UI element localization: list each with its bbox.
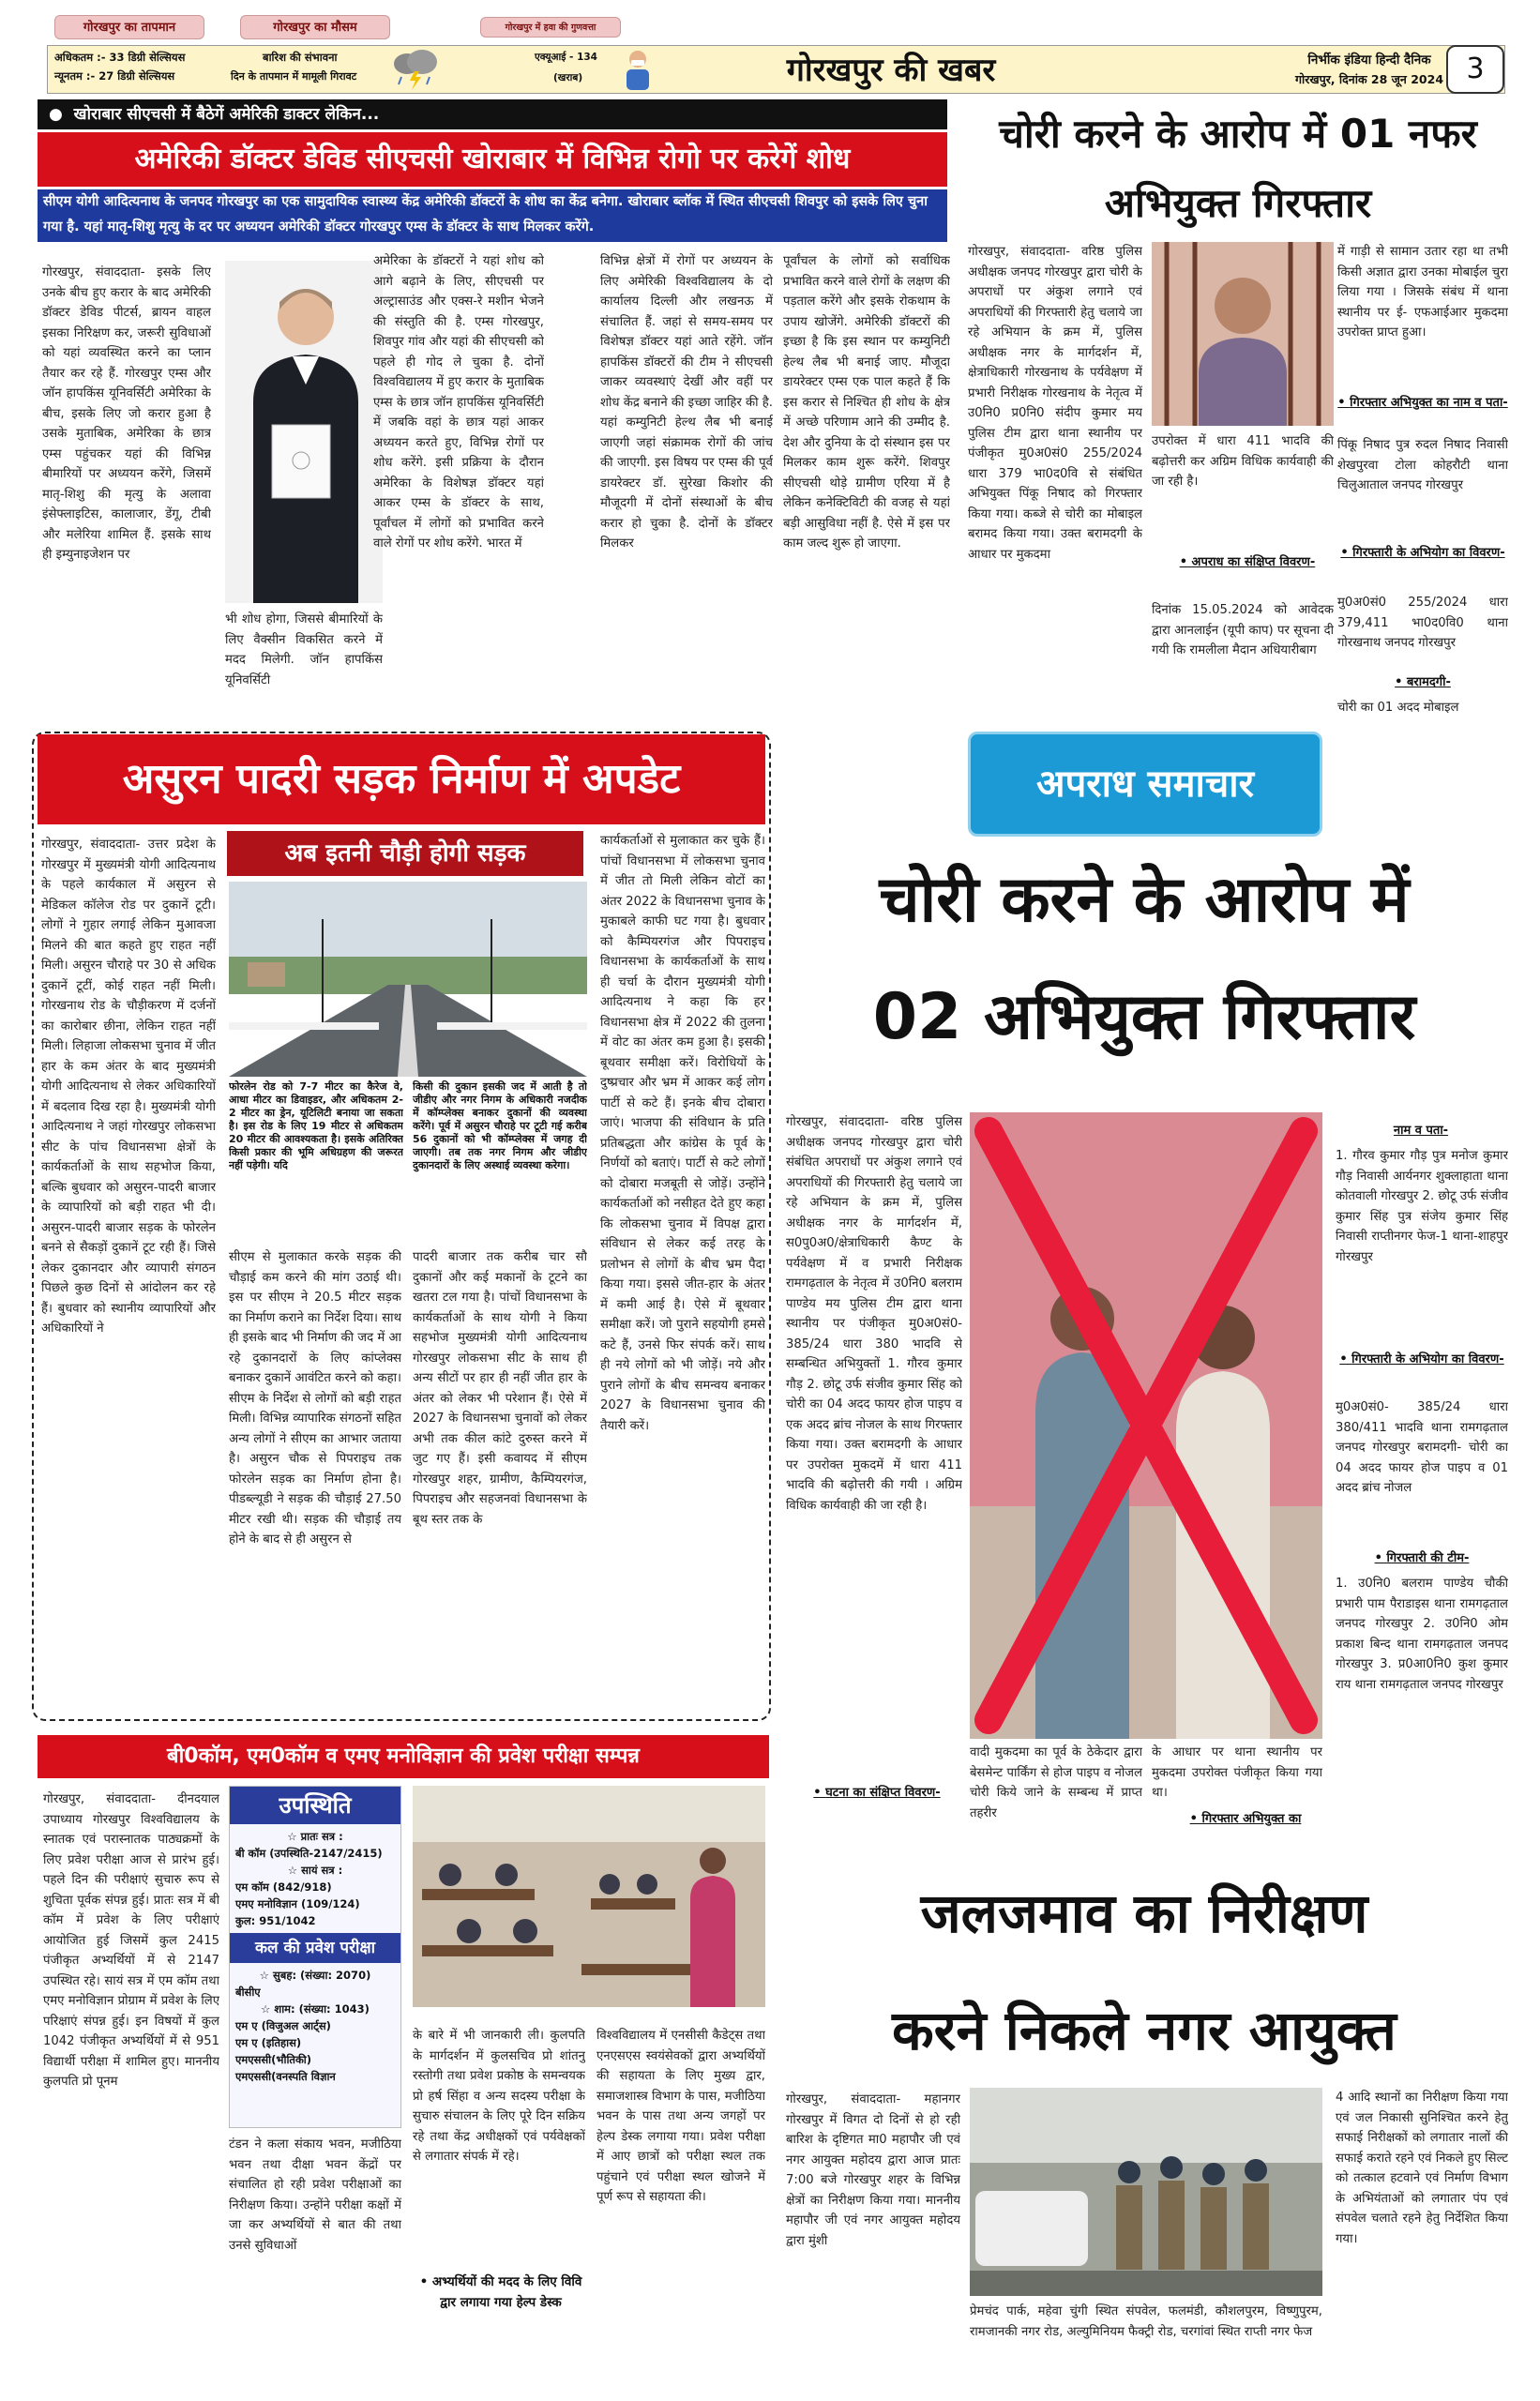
story1-col1: गोरखपुर, संवाददाता- इसके लिए उनके बीच हुए करार के बाद अमेरिकी डॉक्टर डेविड पीटर्स, ब्रायन वाहल इसका निरिक्षण कर, जरूरी सुविधाओं को यहां व्यवस्थित करने का प्लान तैयार कर रहे हैं. गोरखपुर एम्स और जॉन हापकिंस यूनिवर्सिटी अमेरिका के बीच, इसके लिए जो करार हुआ है उसके मुताबिक, अमेरिका के छात्र एम्स पहुंचकर यहां की विभिन्न बीमारियों पर अध्ययन करेंगे, जिसमें मातृ-शिशु की मृत्यु के अलावा इंसेफ्लाइटिस, कालाजार, डेंगू, टीबी और मलेरिया शामिल हैं. इसके साथ ही इम्युनाइजेशन पर	[42, 265, 211, 562]
story1-col4: विभिन्न क्षेत्रों में रोगों पर अध्ययन के लिए अमेरिकी विश्वविद्यालय के दो कार्यालय दिल्ली और लखनऊ में संचालित हैं. जहां से समय-समय पर विशेषज्ञ डॉक्टर यहां आते रहेंगे. जॉन हापकिंस डॉक्टरों की टीम ने सीएचसी जाकर व्यवस्थाएं देखीं और वहीं पर शोध केंद्र बनाने की इच्छा जाहिर की है. यहां कम्युनिटी हेल्थ लैब भी बनाई जाएगी जहां संक्रामक रोगों की जांच की जाएगी. इस विषय पर एम्स की पूर्व डायरेक्टर डॉ. सुरेखा किशोर की मौजूदगी में दोनों संस्थाओं के बीच करार हो चुका है. दोनों के डॉक्टर मिलकर	[600, 254, 773, 551]
attendance-evening-v2: एमए मनोविज्ञान (109/124)	[235, 1897, 360, 1910]
story2-sub1: • अपराध का संक्षिप्त विवरण-	[1163, 553, 1332, 572]
story6-headline-line1: जलजमाव का निरीक्षण	[920, 1881, 1368, 1945]
story2-col2: उपरोक्त में धारा 411 भादवि की बढ़ोत्तरी कर अग्रिम विधिक कार्यवाही की जा रही है।	[1152, 434, 1334, 489]
story4-headline-line1: चोरी करने के आरोप में	[879, 863, 1410, 937]
attendance-title: उपस्थिति	[230, 1787, 400, 1824]
attendance-evening-v1: एम कॉम (842/918)	[235, 1880, 332, 1894]
story2-photo-accused	[1152, 242, 1334, 426]
story6-photo-inspection	[970, 2088, 1322, 2296]
attendance-evening-v3: कुल: 951/1042	[235, 1914, 316, 1927]
story4-sub-name: नाम व पता-	[1393, 1124, 1449, 1138]
person-mask-icon	[623, 49, 653, 92]
story4-photo-accused	[970, 1112, 1322, 1739]
story4-under-photo-left: वादी मुकदमा का पूर्व के ठेकेदार द्वारा बेसमेन्ट पार्किंग से होज पाइप व नोजल चोरी किये जाने के सम्बन्ध में प्राप्त तहरीर	[970, 1745, 1142, 1820]
story1-kicker	[38, 99, 947, 129]
aqi-status: (खराब)	[553, 72, 583, 83]
story4-sub-team: • गिरफ्तारी की टीम-	[1336, 1549, 1508, 1568]
story5-attendance-box	[229, 1786, 401, 2128]
crime-banner	[968, 732, 1322, 837]
story2-sub4: • बरामदगी-	[1337, 673, 1508, 692]
min-temp: न्यूनतम :- 27 डिग्री सेल्सियस	[54, 69, 175, 83]
dateline: गोरखपुर, दिनांक 28 जून 2024	[1294, 72, 1444, 86]
story1-kicker-text: खोराबार सीएचसी में बैठेगें अमेरिकी डाक्टर लेकिन...	[73, 105, 380, 124]
max-temp: अधिकतम :- 33 डिग्री सेल्सियस	[54, 51, 186, 64]
story6-headline-line2: करने निकले नगर आयुक्त	[892, 1999, 1397, 2062]
story4-sub-charge: • गिरफ्तारी के अभियोग का विवरण-	[1336, 1351, 1508, 1369]
tomorrow-morning: ☆ सुबह: (संख्या: 2070)	[259, 1969, 371, 1982]
story1-headline: अमेरिकी डॉक्टर डेविड सीएचसी खोराबार में विभिन्न रोगो पर करेगें शोध	[38, 132, 947, 187]
tomorrow-evening-v2: एम ए (इतिहास)	[235, 2036, 302, 2049]
weather-line2: दिन के तापमान में मामूली गिरावट	[231, 70, 357, 83]
aqi-label: गोरखपुर में हवा की गुणवत्ता	[480, 17, 621, 38]
story4-sub-arrested: • गिरफ्तार अभियुक्त का	[1161, 1810, 1330, 1829]
tomorrow-evening-v3: एमएससी(भौतिकी)	[235, 2053, 312, 2066]
bullet-icon: ●	[49, 105, 74, 124]
story3-caption2: किसी की दुकान इसकी जद में आती है तो जीडीए और नगर निगम के अधिकारी नजदीक में कॉम्प्लेक्स बनाकर दुकानों की व्यवस्था करेंगे। पूर्व में असुरन चौराहे पर टूटी गई करीब 56 दुकानों को भी कॉम्प्लेक्स में जगह दी जाएगी। तब तक नगर निगम और जीडीए दुकानदारों के लिए अस्थाई व्यवस्था करेगा।	[413, 1080, 587, 1171]
story4-under-photo-right: के आधार पर थाना स्थानीय पर मुकदमा उपरोक्त पंजीकृत किया गया था।	[1152, 1745, 1322, 1800]
story2-sub3: • गिरफ्तारी के अभियोग का विवरण-	[1337, 544, 1508, 563]
story2-sub2: • गिरफ्तार अभियुक्त का नाम व पता-	[1337, 394, 1508, 413]
story5-col1: गोरखपुर, संवाददाता- दीनदयाल उपाध्याय गोरखपुर विश्वविद्यालय के स्नातक एवं परास्नातक पाठ्यक्रमों के लिए प्रवेश परीक्षा आज से प्रारंभ हुई। पहले दिन की परीक्षाएं सुचारु रूप से शुचिता पूर्वक संपन्न हुई। प्रातः सत्र में बी कॉम में प्रवेश के लिए परीक्षाएं आयोजित हुई जिसमें कुल 2415 पंजीकृत अभ्यर्थियों में से 2147 उपस्थित रहे। सायं सत्र में एम कॉम तथा एमए मनोविज्ञान प्रोग्राम में प्रवेश के लिए परिक्षाएं संपन्न हुई। इन विषयों में कुल 1042 पंजीकृत अभ्यर्थियों में से 951 विद्यार्थी परीक्षा में शामिल हुए। माननीय कुलपति प्रो पूनम	[43, 1792, 219, 2089]
rain-cloud-icon	[386, 47, 445, 92]
story1-photo-doctor	[225, 261, 383, 603]
story6-under-photo: प्रेमचंद पार्क, महेवा चुंगी स्थित संपवेल, फलमंडी, कौशलपुरम, विष्णुपुरम, रामजानकी नगर रोड, अल्युमिनियम फैक्ट्री रोड, चरगांवां स्थित राप्ती नगर फेज	[970, 2304, 1322, 2339]
story3-caption1: फोरलेन रोड को 7-7 मीटर का कैरेज वे, आधा मीटर का डिवाइडर, और अधिकतम 2-2 मीटर का ड्रेन, यूटिलिटी बनाया जा सकता है। इस रोड के लिए 19 मीटर से अधिकतम 20 मीटर की आवश्यकता है। इसके अतिरिक्त किसी प्रकार की भूमि अधिग्रहण की जरूरत नहीं पड़ेगी। यदि	[229, 1080, 403, 1171]
story1-col3: अमेरिका के डॉक्टरों ने यहां शोध को आगे बढ़ाने के लिए, सीएचसी पर अल्ट्रासाउंड और एक्स-रे मशीन भेजने की संस्तुति की है. एम्स गोरखपुर, शिवपुर गांव और यहां की सीएचसी को पहले ही गोद ले चुका है. दोनों विश्वविद्यालय में हुए करार के मुताबिक एम्स के छात्र जॉन हापकिंस यूनिवर्सिटी में जबकि वहां के छात्र यहां आकर अध्ययन करते हुए, विभिन्न रोगों पर शोध करेंगे. इसी प्रक्रिया के दौरान अमेरिका के विशेषज्ञ डॉक्टर यहां आकर एम्स के डॉक्टर के साथ, पूर्वांचल में लोगों को प्रभावित करने वाले रोगों पर शोध करेंगे. भारत में	[373, 254, 544, 551]
attendance-evening: ☆ सायं सत्र :	[287, 1864, 343, 1877]
story2-col3b: पिंकू निषाद पुत्र रुदल निषाद निवासी शेखपुरवा टोला कोहरौटी थाना चिलुआताल जनपद गोरखपुर	[1337, 438, 1508, 492]
story2-col3d: चोरी का 01 अदद मोबाइल	[1337, 701, 1459, 715]
tomorrow-evening-v4: एमएससी(वनस्पति विज्ञान	[235, 2070, 336, 2083]
story4-headline-line2: 02 अभियुक्त गिरफ्तार	[872, 980, 1416, 1054]
tomorrow-evening-v1: एम ए (विजुअल आर्ट्स)	[235, 2019, 331, 2032]
story5-col4: के बारे में भी जानकारी ली। कुलपति के मार्गदर्शन में कुलसचिव प्रो शांतनु रस्तोगी तथा प्रवेश प्रकोष्ठ के समन्वयक प्रो हर्ष सिंहा व अन्य सदस्य परीक्षा के सुचारु संचालन के लिए पूरे दिन सक्रिय रहे तथा केंद्र अधीक्षकों एवं पर्यवेक्षकों से लगातार संपर्क में रहे।	[413, 2029, 585, 2164]
story5-photo-exam	[413, 1786, 765, 2007]
crime-banner-text: अपराध समाचार	[1036, 763, 1254, 806]
temp-label: गोरखपुर का तापमान	[54, 15, 204, 39]
story2-headline: चोरी करने के आरोप में 01 नफर अभियुक्त गिरफ्तार	[999, 111, 1477, 226]
story3-headline: असुरन पादरी सड़क निर्माण में अपडेट	[38, 734, 765, 824]
weather-line1: बारिश की संभावना	[263, 51, 338, 64]
page-number: 3	[1446, 45, 1504, 94]
story6-col3: 4 आदि स्थानों का निरीक्षण किया गया एवं जल निकासी सुनिश्चित करने हेतु सफाई निरीक्षकों को लगातार नालों की सफाई कराते रहने एवं निकले हुए सिल्ट को तत्काल हटवाने एवं निर्माण विभाग के अभियंताओं को लगातार पंप एवं संपवेल चलाते रहने हेतु निर्देशित किया गया।	[1336, 2091, 1508, 2246]
story3-photo-road	[229, 882, 587, 1077]
tomorrow-evening: ☆ शाम: (संख्या: 1043)	[261, 2002, 370, 2016]
section-title: गोरखपुर की खबर	[786, 52, 996, 89]
story3-col4: कार्यकर्ताओं से मुलाकात कर चुके हैं। पांचों विधानसभा में लोकसभा चुनाव में जीत तो मिली लेकिन वोटों का अंतर 2022 के विधानसभा चुनाव के मुकाबले काफी घट गया है। बुधवार को कैम्पियरगंज और पिपराइच विधानसभा के कार्यकर्ताओं के साथ ही चर्चा के दौरान मुख्यमंत्री योगी आदित्यनाथ ने कहा कि हर विधानसभा क्षेत्र में 2022 की तुलना में वोट का अंतर कम हुआ है। इसकी बूथवार समीक्षा करें। विरोधियों के दुष्प्रचार और भ्रम में आकर कई लोग पार्टी से कटे हैं। इनके बीच दोबारा जाएं। भाजपा की संविधान के प्रति प्रतिबद्धता और कांग्रेस के पूर्व के निर्णयों को बताएं। पार्टी से कटे लोगों को दोबारा मजबूती से जोड़ें। उन्होंने कार्यकर्ताओं को नसीहत देते हुए कहा कि लोकसभा चुनाव में विपक्ष द्वारा संविधान से लेकर कई तरह के प्रलोभन से लोगों के बीच भ्रम पैदा किया गया। इससे जीत-हार के अंतर में कमी आई है। ऐसे में बूथवार समीक्षा करें। जो पुराने सहयोगी हमसे कटे हैं, उनसे फिर संपर्क करें। साथ ही नये लोगों को भी जोड़ें। नये और पुराने लोगों के बीच समन्वय बनाकर 2027 के विधानसभा चुनाव की तैयारी करें।	[600, 834, 765, 1433]
story3-col1: गोरखपुर, संवाददाता- उत्तर प्रदेश के गोरखपुर में मुख्यमंत्री योगी आदित्यनाथ के पहले कार्यकाल में असुरन से मेडिकल कॉलेज रोड पर दुकानें टूटी। लोगों ने गुहार लगाई लेकिन मुआवजा मिलने की बात कहते हुए राहत नहीं मिली। असुरन चौराहे पर 30 से अधिक दुकानें टूटीं, कोई राहत नहीं मिली। गोरखनाथ रोड के चौड़ीकरण में दर्जनों का कारोबार छीना, लेकिन राहत नहीं मिली। लिहाजा लोकसभा चुनाव में जीत हार के कम अंतर के बाद मुख्यमंत्री योगी आदित्यनाथ से लेकर अधिकारियों में बदलाव दिख रहा है। मुख्यमंत्री योगी आदित्यनाथ ने जहां गोरखपुर लोकसभा सीट के पांच विधानसभा क्षेत्रों के कार्यकर्ताओं के साथ सहभोज किया, बल्कि बुधवार को असुरन-पादरी बाजार के व्यापारियों को बड़ी राहत भी दी। असुरन-पादरी बाजार सड़क के फोरलेन बनने से सैकड़ों दुकानें टूट रही हैं। जिसे लेकर दुकानदार और व्यापारी संगठन पिछले कुछ दिनों से आंदोलन कर रहे हैं। बुधवार को स्थानीय व्यापारियों और अधिकारियों ने	[41, 838, 216, 1336]
tomorrow-morning-value: बीसीए	[235, 1986, 261, 1999]
aqi-value: एक्यूआई - 134	[535, 52, 597, 63]
attendance-morning: ☆ प्रातः सत्र :	[287, 1830, 343, 1843]
attendance-morning-value: बी कॉम (उपस्थिति-2147/2415)	[235, 1847, 383, 1860]
story4-charge: मु0अ0सं0- 385/24 धारा 380/411 भादवि थाना रामगढ़ताल जनपद गोरखपुर बरामदगी- चोरी का 04 अदद फायर होज पाइप व 01 अदद ब्रांच नोजल	[1336, 1400, 1508, 1495]
story5-sub-help: • अभ्यर्थियों की मदद के लिए विवि द्वार लगाया गया हेल्प डेस्क	[418, 2272, 583, 2313]
story4-accused: 1. गौरव कुमार गौड़ पुत्र मनोज कुमार गौड़ निवासी आर्यनगर शुक्लाहाता थाना कोतवाली गोरखपुर 2. छोटू उर्फ संजीव कुमार सिंह पुत्र संजेय कुमार सिंह निवासी राप्तीनगर फेज-1 थाना-शाहपुर गोरखपुर	[1336, 1149, 1508, 1264]
tomorrow-title: कल की प्रवेश परीक्षा	[230, 1933, 400, 1963]
masthead	[47, 13, 1505, 99]
story3-col2: सीएम से मुलाकात करके सड़क की चौड़ाई कम करने की मांग उठाई थी। इस पर सीएम ने 20.5 मीटर सड़क का निर्माण कराने का निर्देश दिया। साथ ही इसके बाद भी निर्माण की जद में आ रहे दुकानदारों के लिए कांप्लेक्स बनाकर दुकानें आवंटित करने को कहा। सीएम के निर्देश से लोगों को बड़ी राहत मिली। विभिन्न व्यापारिक संगठनों सहित अन्य लोगों ने सीएम का आभार जताया है। असुरन चौक से पिपराइच तक फोरलेन सड़क का निर्माण होना है। पीडब्ल्यूडी ने सड़क की चौड़ाई 27.50 मीटर रखी थी। सड़क की चौड़ाई तय होने के बाद से ही असुरन से	[229, 1250, 401, 1547]
story3-subhead: अब इतनी चौड़ी होगी सड़क	[227, 831, 583, 876]
story3-col3: पादरी बाजार तक करीब चार सौ दुकानों और कई मकानों के टूटने का खतरा टल गया है। पांचों विधानसभा के कार्यकर्ताओं के साथ योगी ने किया सहभोज मुख्यमंत्री योगी आदित्यनाथ गोरखपुर लोकसभा सीट के साथ ही अन्य सीटों पर हार ही नहीं जीत हार के अंतर को लेकर भी परेशान हैं। ऐसे में 2027 के विधानसभा चुनावों को लेकर अभी तक कील कांटे दुरुस्त करने में जुट गए हैं। इसी कवायद में सीएम गोरखपुर शहर, ग्रामीण, कैम्पियरगंज, पिपराइच और सहजनवां विधानसभा के बूथ स्तर तक के	[413, 1250, 587, 1527]
story2-col2b: दिनांक 15.05.2024 को आवेदक द्वारा आनलाईन (यूपी काप) पर सूचना दी गयी कि रामलीला मैदान अधियारीबाग	[1152, 603, 1334, 657]
story2-col3a: में गाड़ी से सामान उतार रहा था तभी किसी अज्ञात द्वारा उनका मोबाईल चुरा लिया गया । जिसके संबंध में थाना स्थानीय पर ई- एफआईआर मुकदमा उपरोक्त प्राप्त हुआ।	[1337, 245, 1508, 340]
story1-col5: पूर्वांचल के लोगों को सर्वाधिक प्रभावित करने वाले रोगों के लक्षण की पड़ताल करेंगे और इसके रोकथाम के उपाय खोजेंगे. अमेरिकी डॉक्टरों की इच्छा है कि इस स्थान पर कम्युनिटी हेल्थ लैब भी बनाई जाए. मौजूदा डायरेक्टर एम्स एक पाल कहते हैं कि इस करार से निश्चित ही शोध के क्षेत्र में अच्छे परिणाम आने की उम्मीद है. देश और दुनिया के दो संस्थान इस पर मिलकर काम शुरू करेंगे. शिवपुर सीएचसी थोड़े ग्रामीण एरिया में है लेकिन कनेक्टिविटी की वजह से यहां बड़ी आसुविधा नहीं है. ऐसे में इस पर काम जल्द शुरू हो जाएगा.	[783, 254, 950, 551]
story4-col1: गोरखपुर, संवाददाता- वरिष्ठ पुलिस अधीक्षक जनपद गोरखपुर द्वारा चोरी संबंधित अपराधों पर अंकुश लगाने एवं अपराधियों की गिरफ्तारी हेतु चलाये जा रहे अभियान के क्रम में, पुलिस अधीक्षक नगर के मार्गदर्शन में, स0पु0अ0/क्षेत्राधिकारी कैण्ट के पर्यवेक्षण में व प्रभारी निरीक्षक रामगढ़ताल के नेतृत्व में उ0नि0 बलराम पाण्डेय मय पुलिस टीम द्वारा थाना स्थानीय पर पंजीकृत मु0अ0सं0- 385/24 धारा 380 भादवि से सम्बन्धित अभियुक्तों 1. गौरव कुमार गौड़ 2. छोटू उर्फ संजीव कुमार सिंह को चोरी का 04 अदद फायर होज पाइप व एक अदद ब्रांच नोजल के साथ गिरफ्तार किया गया। उक्त बरामदगी के आधार पर उपरोक्त मुकदमें में धारा 411 भादवि की बढ़ोत्तरी की गयी । अग्रिम विधिक कार्यवाही की जा रही है।	[786, 1115, 962, 1513]
story4-team: 1. उ0नि0 बलराम पाण्डेय चौकी प्रभारी पाम पैराडाइस थाना रामगढ़ताल जनपद गोरखपुर 2. उ0नि0 ओम प्रकाश बिन्द थाना रामगढ़ताल जनपद गोरखपुर 3. प्र0आ0नि0 कुश कुमार राय थाना रामगढ़ताल जनपद गोरखपुर	[1336, 1577, 1508, 1692]
weather-label: गोरखपुर का मौसम	[240, 15, 390, 39]
paper-name: निर्भीक इंडिया हिन्दी दैनिक	[1307, 53, 1431, 68]
story4-sub-incident: • घटना का संक्षिप्त विवरण-	[797, 1784, 957, 1803]
story2-col1: गोरखपुर, संवाददाता- वरिष्ठ पुलिस अधीक्षक जनपद गोरखपुर द्वारा चोरी के अपराधों पर अंकुश लगाने एवं अपराधियों की गिरफ्तारी हेतु चलाये जा रहे अभियान के क्रम में, पुलिस अधीक्षक नगर के मार्गदर्शन में, क्षेत्राधिकारी गोरखनाथ के पर्यवेक्षण में प्रभारी निरीक्षक गोरखनाथ के नेतृत्व में उ0नि0 प्र0नि0 संदीप कुमार मय पुलिस टीम द्वारा थाना स्थानीय पर पंजीकृत मु0अ0सं0 255/2024 धारा 379 भा0द0वि से संबंधित अभियुक्त पिंकू निषाद को गिरफ्तार किया गया। कब्जे से चोरी का मोबाइल बरामद किया गया। उक्त बरामदगी के आधार पर मुकदमा	[968, 245, 1142, 562]
story5-col3: टंडन ने कला संकाय भवन, मजीठिया भवन तथा दीक्षा भवन केंद्रों पर संचालित हो रही प्रवेश परीक्षाओं का निरीक्षण किया। उन्होंने परीक्षा कक्षों में जा कर अभ्यर्थियों से बात की तथा उनसे सुविधाओं	[229, 2137, 401, 2253]
story1-col2b: भी शोध होगा, जिससे बीमारियों के लिए वैक्सीन विकसित करने में मदद मिलेगी. जॉन हापकिंस यूनिवर्सिटी	[225, 612, 383, 687]
story1-strap: सीएम योगी आदित्यनाथ के जनपद गोरखपुर का एक सामुदायिक स्वास्थ्य केंद्र अमेरिकी डॉक्टरों के शोध का केंद्र बनेगा. खोराबार ब्लॉक में स्थित सीएचसी शिवपुर को इसके लिए चुना गया है. यहां मातृ-शिशु मृत्यु के दर पर अध्ययन अमेरिकी डॉक्टर गोरखपुर एम्स के डॉक्टर के साथ मिलकर करेंगे.	[38, 189, 947, 242]
story6-col1: गोरखपुर, संवाददाता- महानगर गोरखपुर में विगत दो दिनों से हो रही बारिश के दृष्टिगत मा0 महापौर जी एवं नगर आयुक्त महोदय द्वारा आज प्रातः 7:00 बजे गोरखपुर शहर के विभिन्न क्षेत्रों का निरीक्षण किया गया। माननीय महापौर जी एवं नगर आयुक्त महोदय द्वारा मुंशी	[786, 2092, 960, 2248]
story5-headline: बी0कॉम, एम0कॉम व एमए मनोविज्ञान की प्रवेश परीक्षा सम्पन्न	[38, 1735, 769, 1778]
story2-col3c: मु0अ0सं0 255/2024 धारा 379,411 भा0द0वि0 थाना गोरखनाथ जनपद गोरखपुर	[1337, 596, 1508, 650]
story5-col5: विश्वविद्यालय में एनसीसी कैडेट्स तथा एनएसएस स्वयंसेवकों द्वारा अभ्यर्थियों की सहायता के लिए मुख्य द्वार, समाजशास्त्र विभाग के पास, मजीठिया भवन के पास तथा अन्य जगहों पर हेल्प डेस्क लगाया गया। प्रवेश परीक्षा में आए छात्रों को परीक्षा स्थल तक पहुंचाने एवं परीक्षा स्थल खोजने में पूर्ण रूप से सहायता की।	[596, 2029, 765, 2204]
